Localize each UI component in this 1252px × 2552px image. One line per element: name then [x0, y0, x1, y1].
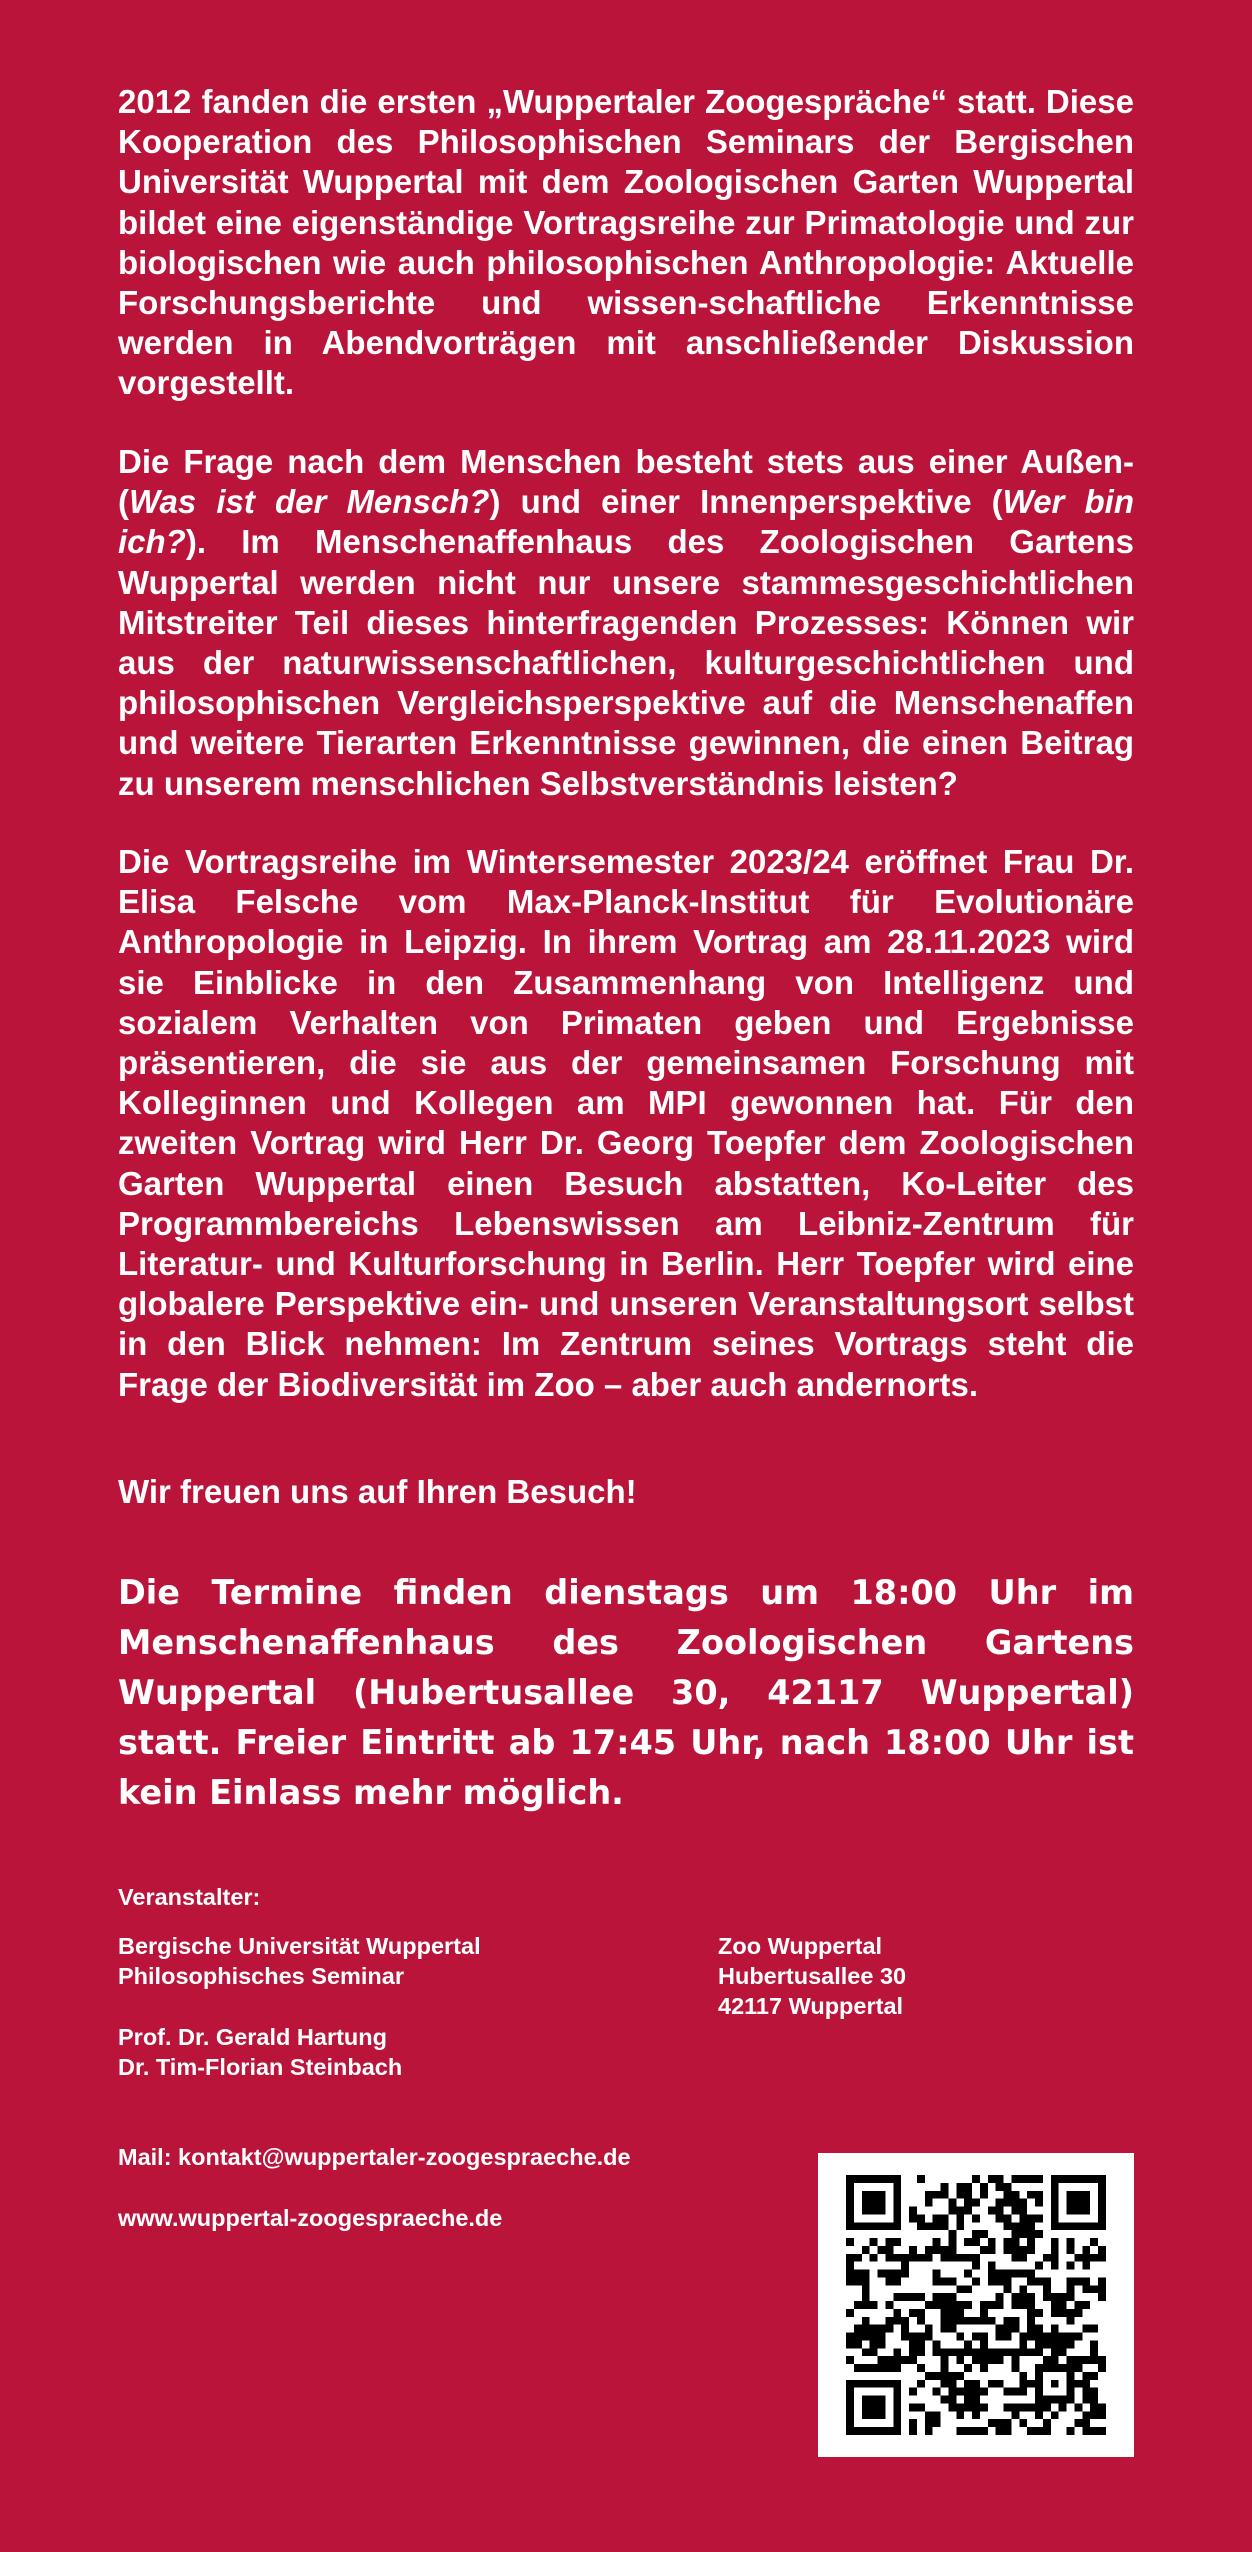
website-link-text[interactable]: www.wuppertal-zoogespraeche.de: [118, 2205, 503, 2231]
question-text-3: ). Im Menschenaffenhaus des Zoologischen Gartens Wuppertal werden nicht nur unsere stammesgeschichtlichen Mitstreiter Teil dieses hinterfragenden Prozesses: Können wir aus der naturwissenschaftlichen, kulturgeschichtlichen und philosophischen Vergleichsperspektive auf die Menschenaffen und weitere Tierarten Erkenntnisse gewinnen, die einen Beitrag zu unserem menschlichen Selbstverständnis leisten?: [118, 523, 1134, 802]
zoo-city: 42117 Wuppertal: [718, 1993, 904, 2019]
website-link[interactable]: [118, 2203, 502, 2233]
person-steinbach: Dr. Tim-Florian Steinbach: [118, 2054, 403, 2080]
question-paragraph: [118, 442, 1134, 804]
question-italic-inner: Wer bin ich?: [118, 483, 1134, 561]
contact-mail[interactable]: [118, 2142, 631, 2172]
series-paragraph: Die Vortragsreihe im Wintersemester 2023/24 eröffnet Frau Dr. Elisa Felsche vom Max-Planck-Institut für Evolutionäre Anthropologie in Leipzig. In ihrem Vortrag am 28.11.2023 wird sie Einblicke in den Zusammenhang von Intelligenz und sozialem Verhalten von Primaten geben und Ergebnisse präsentieren, die sie aus der gemeinsamen Forschung mit Kolleginnen und Kollegen am MPI gewonnen hat. Für den zweiten Vortrag wird Herr Dr. Georg Toepfer dem Zoologischen Garten Wuppertal einen Besuch abstatten, Ko-Leiter des Programmbereichs Lebenswissen am Leibniz-Zentrum für Literatur- und Kulturforschung in Berlin. Herr Toepfer wird eine globalere Perspektive ein- und unseren Veranstaltungsort selbst in den Blick nehmen: Im Zentrum seines Vortrags steht die Frage der Biodiversität im Zoo – aber auch andernorts.: [118, 843, 1134, 1403]
greeting-text: Wir freuen uns auf Ihren Besuch!: [118, 1473, 637, 1510]
organizer-persons: [118, 2022, 402, 2082]
question-text-1: Die Frage nach dem Menschen besteht stets aus einer Außen- (: [118, 443, 1134, 521]
organizer-heading-text: Veranstalter:: [118, 1884, 261, 1910]
qr-code-icon: [818, 2153, 1134, 2457]
intro-paragraph: 2012 fanden die ersten „Wuppertaler Zoogespräche“ statt. Diese Kooperation des Philosophischen Seminars der Bergischen Universität Wuppertal mit dem Zoologischen Garten Wuppertal bildet eine eigenständige Vortragsreihe zur Primatologie und zur biologischen wie auch philosophischen Anthropologie: Aktuelle Forschungsberichte und wissen-schaftliche Erkenntnisse werden in Abendvorträgen mit anschließender Diskussion vorgestellt.: [118, 83, 1134, 402]
zoo-address-block: [718, 1931, 906, 2021]
seminar-name: Philosophisches Seminar: [118, 1963, 405, 1989]
university-name: Bergische Universität Wuppertal: [118, 1933, 481, 1959]
university-block: [118, 1931, 481, 1991]
contact-mail-text[interactable]: Mail: kontakt@wuppertaler-zoogespraeche.de: [118, 2144, 631, 2170]
question-text-2: ) und einer Innenperspektive (: [489, 483, 1003, 521]
zoo-street: Hubertusallee 30: [718, 1963, 907, 1989]
question-italic-outer: Was ist der Mensch?: [129, 483, 490, 521]
person-hartung: Prof. Dr. Gerald Hartung: [118, 2024, 387, 2050]
qr-code-graphic: [842, 2175, 1110, 2435]
organizer-heading: [118, 1882, 260, 1912]
zoo-name: Zoo Wuppertal: [718, 1933, 883, 1959]
dates-paragraph: Die Termine finden dienstags um 18:00 Uhr im Menschenaffenhaus des Zoologischen Gartens Wuppertal (Hubertusallee 30, 42117 Wuppertal) statt. Freier Eintritt ab 17:45 Uhr, nach 18:00 Uhr ist kein Einlass mehr möglich.: [118, 1573, 1134, 1812]
